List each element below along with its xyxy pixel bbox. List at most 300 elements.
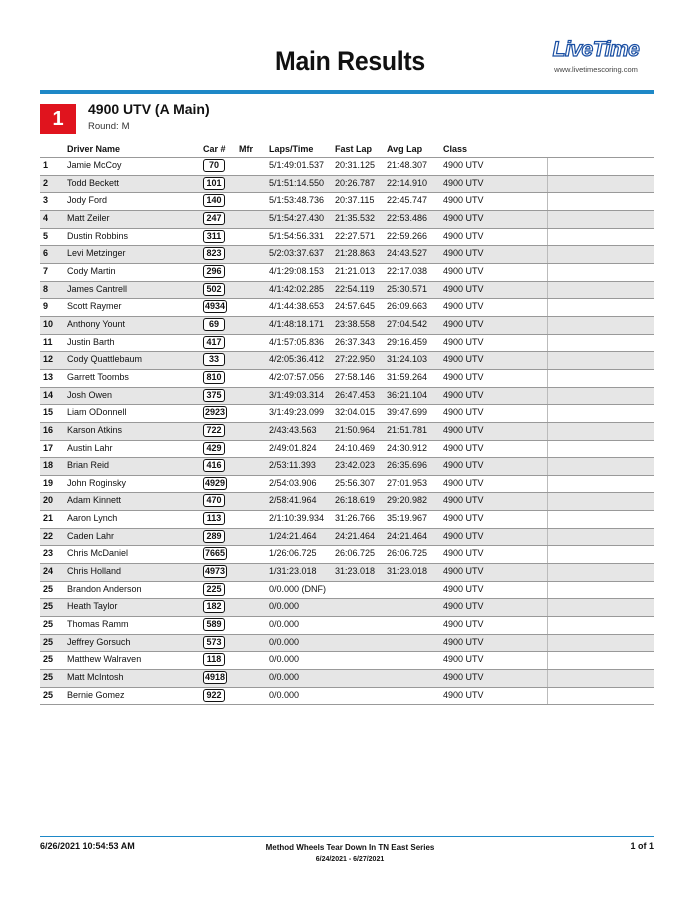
table-row <box>40 493 654 511</box>
col-mfr: Mfr <box>239 144 253 154</box>
row-laps-time: 4/2:07:57.056 <box>269 371 325 382</box>
row-laps-time: 1/24:21.464 <box>269 530 317 541</box>
row-fast-lap: 21:28.863 <box>335 248 376 259</box>
row-class: 4900 UTV <box>443 283 484 294</box>
row-avg-lap: 22:14.910 <box>387 177 428 188</box>
car-number-box: 375 <box>203 389 225 402</box>
table-row <box>40 335 654 353</box>
row-driver-name: James Cantrell <box>67 283 128 294</box>
row-class: 4900 UTV <box>443 424 484 435</box>
row-driver-name: Matt McIntosh <box>67 672 124 683</box>
row-driver-name: Brandon Anderson <box>67 583 142 594</box>
row-fast-lap: 26:37.343 <box>335 336 376 347</box>
row-laps-time: 2/53:11.393 <box>269 460 316 471</box>
row-divider <box>547 635 548 652</box>
col-driver-name: Driver Name <box>67 144 121 154</box>
round-label: Round: <box>88 121 119 132</box>
row-class: 4900 UTV <box>443 601 484 612</box>
table-row <box>40 246 654 264</box>
row-class: 4900 UTV <box>443 318 484 329</box>
row-position: 10 <box>43 318 54 329</box>
col-laps-time: Laps/Time <box>269 144 314 154</box>
car-number-box: 2923 <box>205 407 226 418</box>
row-car-number <box>203 565 227 578</box>
table-row <box>40 652 654 670</box>
logo-wordmark <box>534 38 658 62</box>
car-number-box: 470 <box>203 494 225 507</box>
row-car-number <box>203 512 225 525</box>
row-avg-lap: 25:30.571 <box>387 283 428 294</box>
row-avg-lap: 26:09.663 <box>387 301 428 312</box>
row-position: 5 <box>43 230 49 241</box>
row-class: 4900 UTV <box>443 654 484 665</box>
row-laps-time: 4/1:29:08.153 <box>269 265 325 276</box>
car-number-box: 70 <box>203 159 225 172</box>
row-driver-name: John Roginsky <box>67 477 127 488</box>
table-row <box>40 617 654 635</box>
row-fast-lap: 24:10.469 <box>335 442 376 453</box>
row-class: 4900 UTV <box>443 407 484 418</box>
row-fast-lap: 27:58.146 <box>335 371 376 382</box>
row-fast-lap: 21:50.964 <box>335 424 376 435</box>
car-number-box: 573 <box>203 636 225 649</box>
table-header <box>40 142 654 158</box>
table-row <box>40 423 654 441</box>
car-number-box: 225 <box>203 583 225 596</box>
row-class: 4900 UTV <box>443 177 484 188</box>
row-laps-time: 1/26:06.725 <box>269 548 317 559</box>
car-number-box: 140 <box>203 194 225 207</box>
row-driver-name: Cody Quattlebaum <box>67 354 143 365</box>
car-number-box: 311 <box>203 230 225 243</box>
row-fast-lap: 20:26.787 <box>335 177 376 188</box>
row-divider <box>547 352 548 369</box>
row-fast-lap: 26:47.453 <box>335 389 376 400</box>
row-fast-lap: 22:27.571 <box>335 230 376 241</box>
row-driver-name: Chris Holland <box>67 566 122 577</box>
row-divider <box>547 511 548 528</box>
row-class: 4900 UTV <box>443 160 484 170</box>
table-row <box>40 405 654 423</box>
row-laps-time: 3/1:49:03.314 <box>269 389 325 400</box>
row-avg-lap: 24:43.527 <box>387 248 428 259</box>
car-number-box: 113 <box>203 512 225 525</box>
row-driver-name: Levi Metzinger <box>67 248 126 259</box>
row-class: 4900 UTV <box>443 442 484 453</box>
row-laps-time: 5/2:03:37.637 <box>269 248 325 259</box>
car-number-box: 4929 <box>205 477 226 488</box>
table-row <box>40 529 654 547</box>
livetime-logo[interactable] <box>534 38 658 78</box>
table-row <box>40 370 654 388</box>
table-row <box>40 441 654 459</box>
row-divider <box>547 493 548 510</box>
car-number-box: 289 <box>203 530 225 543</box>
row-position: 25 <box>43 619 54 630</box>
row-position: 9 <box>43 301 49 312</box>
row-fast-lap: 22:54.119 <box>335 283 375 294</box>
car-number-box: 922 <box>203 689 225 702</box>
row-laps-time: 5/1:51:14.550 <box>269 177 325 188</box>
row-fast-lap: 23:42.023 <box>335 460 376 471</box>
table-row <box>40 193 654 211</box>
row-divider <box>547 546 548 563</box>
row-divider <box>547 335 548 352</box>
row-position: 19 <box>43 477 54 488</box>
row-driver-name: Aaron Lynch <box>67 513 118 524</box>
row-class: 4900 UTV <box>443 672 484 683</box>
row-laps-time: 0/0.000 (DNF) <box>269 583 327 594</box>
round-value: M <box>121 121 130 132</box>
row-avg-lap: 22:45.747 <box>387 195 428 206</box>
table-row <box>40 476 654 494</box>
row-fast-lap: 27:22.950 <box>335 354 376 365</box>
row-class: 4900 UTV <box>443 477 484 488</box>
car-number-box: 417 <box>203 336 225 349</box>
car-number-box: 416 <box>203 459 225 472</box>
row-avg-lap: 29:20.982 <box>387 495 428 506</box>
row-divider <box>547 229 548 246</box>
row-driver-name: Karson Atkins <box>67 424 123 435</box>
row-position: 17 <box>43 442 54 453</box>
row-divider <box>547 617 548 634</box>
table-row <box>40 158 654 176</box>
row-driver-name: Austin Lahr <box>67 442 113 453</box>
car-number-box: 7665 <box>205 548 226 559</box>
row-class: 4900 UTV <box>443 230 484 241</box>
row-avg-lap: 24:30.912 <box>387 442 428 453</box>
row-driver-name: Garrett Toombs <box>67 371 129 382</box>
car-number-box: 823 <box>203 247 225 260</box>
row-fast-lap: 32:04.015 <box>335 407 376 418</box>
row-position: 25 <box>43 654 54 665</box>
row-laps-time: 5/1:53:48.736 <box>269 195 325 206</box>
row-divider <box>547 176 548 193</box>
row-position: 6 <box>43 248 49 259</box>
row-laps-time: 2/54:03.906 <box>269 477 317 488</box>
row-class: 4900 UTV <box>443 495 484 506</box>
row-divider <box>547 299 548 316</box>
row-divider <box>547 441 548 458</box>
position-badge: 1 <box>40 104 76 134</box>
row-driver-name: Brian Reid <box>67 460 110 471</box>
row-avg-lap: 22:53.486 <box>387 212 428 223</box>
row-laps-time: 2/49:01.824 <box>269 442 317 453</box>
row-divider <box>547 264 548 281</box>
row-fast-lap: 20:37.115 <box>335 195 375 206</box>
row-driver-name: Caden Lahr <box>67 530 115 541</box>
printed-timestamp: 6/26/2021 10:54:53 AM <box>40 841 135 851</box>
row-class: 4900 UTV <box>443 354 484 365</box>
row-divider <box>547 476 548 493</box>
row-class: 4900 UTV <box>443 336 484 347</box>
row-position: 23 <box>43 548 54 559</box>
row-class: 4900 UTV <box>443 212 484 223</box>
row-driver-name: Bernie Gomez <box>67 689 125 700</box>
col-class: Class <box>443 144 468 154</box>
row-car-number <box>203 371 225 384</box>
row-car-number <box>203 177 225 190</box>
row-divider <box>547 564 548 581</box>
row-car-number <box>203 689 225 702</box>
row-avg-lap: 26:35.696 <box>387 460 428 471</box>
row-avg-lap: 31:59.264 <box>387 371 428 382</box>
row-fast-lap: 26:18.619 <box>335 495 376 506</box>
row-car-number <box>203 159 225 172</box>
row-laps-time: 2/1:10:39.934 <box>269 513 325 524</box>
row-position: 21 <box>43 513 54 524</box>
row-car-number <box>203 318 225 331</box>
row-class: 4900 UTV <box>443 619 484 630</box>
row-driver-name: Jody Ford <box>67 195 108 206</box>
table-body <box>40 158 654 705</box>
row-driver-name: Cody Martin <box>67 265 116 276</box>
row-laps-time: 5/1:49:01.537 <box>269 160 325 170</box>
results-table <box>40 142 654 705</box>
row-laps-time: 5/1:54:56.331 <box>269 230 325 241</box>
row-divider <box>547 388 548 405</box>
row-car-number <box>203 671 227 684</box>
row-divider <box>547 246 548 263</box>
table-row <box>40 388 654 406</box>
col-avg-lap: Avg Lap <box>387 144 423 154</box>
row-avg-lap: 22:59.266 <box>387 230 428 241</box>
row-class: 4900 UTV <box>443 248 484 259</box>
table-row <box>40 176 654 194</box>
car-number-box: 589 <box>203 618 225 631</box>
row-car-number <box>203 336 225 349</box>
row-driver-name: Adam Kinnett <box>67 495 122 506</box>
table-row <box>40 211 654 229</box>
row-fast-lap: 20:31.125 <box>335 160 376 170</box>
row-class: 4900 UTV <box>443 530 484 541</box>
row-class: 4900 UTV <box>443 301 484 312</box>
row-avg-lap: 21:51.781 <box>387 424 428 435</box>
row-driver-name: Jamie McCoy <box>67 160 122 170</box>
row-position: 2 <box>43 177 49 188</box>
row-position: 1 <box>43 160 49 170</box>
row-position: 14 <box>43 389 54 400</box>
row-laps-time: 0/0.000 <box>269 654 300 665</box>
row-car-number <box>203 300 227 313</box>
table-row <box>40 282 654 300</box>
row-position: 25 <box>43 672 54 683</box>
row-position: 16 <box>43 424 54 435</box>
row-driver-name: Thomas Ramm <box>67 619 129 630</box>
table-row <box>40 582 654 600</box>
row-divider <box>547 370 548 387</box>
row-laps-time: 0/0.000 <box>269 619 300 630</box>
row-position: 25 <box>43 689 54 700</box>
table-row <box>40 299 654 317</box>
row-car-number <box>203 618 225 631</box>
row-divider <box>547 317 548 334</box>
car-number-box: 118 <box>203 653 225 666</box>
row-car-number <box>203 230 225 243</box>
col-fast-lap: Fast Lap <box>335 144 373 154</box>
row-laps-time: 0/0.000 <box>269 672 300 683</box>
row-position: 25 <box>43 601 54 612</box>
row-car-number <box>203 424 225 437</box>
row-driver-name: Matt Zeiler <box>67 212 110 223</box>
header-divider <box>40 90 654 94</box>
table-row <box>40 635 654 653</box>
row-position: 22 <box>43 530 54 541</box>
table-row <box>40 670 654 688</box>
row-avg-lap: 21:48.307 <box>387 160 428 170</box>
footer-divider <box>40 836 654 837</box>
row-car-number <box>203 283 225 296</box>
table-row <box>40 317 654 335</box>
row-car-number <box>203 265 225 278</box>
row-position: 25 <box>43 636 54 647</box>
row-divider <box>547 211 548 228</box>
table-row <box>40 264 654 282</box>
row-divider <box>547 529 548 546</box>
row-position: 25 <box>43 583 54 594</box>
row-class: 4900 UTV <box>443 583 484 594</box>
row-fast-lap: 31:23.018 <box>335 566 376 577</box>
row-class: 4900 UTV <box>443 548 484 559</box>
car-number-box: 101 <box>203 177 225 190</box>
car-number-box: 247 <box>203 212 225 225</box>
row-divider <box>547 282 548 299</box>
row-fast-lap: 21:35.532 <box>335 212 376 223</box>
row-car-number <box>203 459 225 472</box>
row-divider <box>547 158 548 175</box>
row-class: 4900 UTV <box>443 371 484 382</box>
row-position: 18 <box>43 460 54 471</box>
car-number-box: 4934 <box>205 301 226 312</box>
row-divider <box>547 582 548 599</box>
row-laps-time: 4/2:05:36.412 <box>269 354 325 365</box>
row-driver-name: Justin Barth <box>67 336 115 347</box>
row-class: 4900 UTV <box>443 389 484 400</box>
row-position: 4 <box>43 212 49 223</box>
row-driver-name: Heath Taylor <box>67 601 118 612</box>
row-divider <box>547 599 548 616</box>
row-divider <box>547 688 548 705</box>
logo-url[interactable]: www.livetimescoring.com <box>554 65 638 74</box>
row-driver-name: Josh Owen <box>67 389 113 400</box>
row-laps-time: 1/31:23.018 <box>269 566 317 577</box>
row-car-number <box>203 583 225 596</box>
table-row <box>40 352 654 370</box>
car-number-box: 69 <box>203 318 225 331</box>
event-name: Method Wheels Tear Down In TN East Series <box>265 843 435 852</box>
row-position: 12 <box>43 354 54 365</box>
row-fast-lap: 31:26.766 <box>335 513 376 524</box>
row-car-number <box>203 600 225 613</box>
car-number-box: 33 <box>203 353 225 366</box>
row-laps-time: 0/0.000 <box>269 689 300 700</box>
car-number-box: 502 <box>203 283 225 296</box>
row-avg-lap: 24:21.464 <box>387 530 428 541</box>
row-car-number <box>203 477 227 490</box>
car-number-box: 4918 <box>205 672 226 683</box>
row-laps-time: 3/1:49:23.099 <box>269 407 325 418</box>
car-number-box: 4973 <box>205 566 226 577</box>
row-avg-lap: 29:16.459 <box>387 336 428 347</box>
row-position: 8 <box>43 283 49 294</box>
row-class: 4900 UTV <box>443 513 484 524</box>
row-avg-lap: 35:19.967 <box>387 513 428 524</box>
row-laps-time: 0/0.000 <box>269 601 300 612</box>
row-laps-time: 4/1:57:05.836 <box>269 336 325 347</box>
car-number-box: 182 <box>203 600 225 613</box>
row-avg-lap: 22:17.038 <box>387 265 428 276</box>
table-row <box>40 599 654 617</box>
row-driver-name: Scott Raymer <box>67 301 122 312</box>
row-car-number <box>203 212 225 225</box>
logo-wordmark-text: LiveTime <box>552 38 640 61</box>
row-class: 4900 UTV <box>443 460 484 471</box>
car-number-box: 429 <box>203 442 225 455</box>
row-divider <box>547 652 548 669</box>
row-position: 24 <box>43 566 54 577</box>
row-driver-name: Matthew Walraven <box>67 654 142 665</box>
row-divider <box>547 670 548 687</box>
row-avg-lap: 26:06.725 <box>387 548 428 559</box>
row-driver-name: Jeffrey Gorsuch <box>67 636 131 647</box>
row-laps-time: 4/1:44:38.653 <box>269 301 325 312</box>
row-avg-lap: 31:24.103 <box>387 354 428 365</box>
table-row <box>40 546 654 564</box>
row-position: 3 <box>43 195 49 206</box>
row-driver-name: Liam ODonnell <box>67 407 127 418</box>
row-fast-lap: 24:21.464 <box>335 530 376 541</box>
row-laps-time: 4/1:48:18.171 <box>269 318 325 329</box>
row-car-number <box>203 636 225 649</box>
row-car-number <box>203 247 225 260</box>
row-avg-lap: 31:23.018 <box>387 566 428 577</box>
row-fast-lap: 25:56.307 <box>335 477 376 488</box>
row-car-number <box>203 494 225 507</box>
page-title: Main Results <box>275 46 425 76</box>
row-divider <box>547 405 548 422</box>
table-row <box>40 564 654 582</box>
row-position: 13 <box>43 371 54 382</box>
row-car-number <box>203 653 225 666</box>
row-fast-lap: 23:38.558 <box>335 318 376 329</box>
row-car-number <box>203 389 225 402</box>
row-car-number <box>203 547 227 560</box>
col-car-number: Car # <box>203 144 226 154</box>
row-class: 4900 UTV <box>443 265 484 276</box>
row-avg-lap: 27:04.542 <box>387 318 428 329</box>
row-avg-lap: 27:01.953 <box>387 477 428 488</box>
row-class: 4900 UTV <box>443 195 484 206</box>
table-row <box>40 511 654 529</box>
table-row <box>40 229 654 247</box>
row-position: 20 <box>43 495 54 506</box>
row-fast-lap: 24:57.645 <box>335 301 376 312</box>
race-name: 4900 UTV (A Main) <box>88 101 210 117</box>
row-driver-name: Dustin Robbins <box>67 230 129 241</box>
car-number-box: 722 <box>203 424 225 437</box>
row-avg-lap: 39:47.699 <box>387 407 428 418</box>
row-car-number <box>203 406 227 419</box>
row-divider <box>547 423 548 440</box>
row-driver-name: Todd Beckett <box>67 177 120 188</box>
row-car-number <box>203 194 225 207</box>
row-position: 11 <box>43 336 53 347</box>
row-divider <box>547 458 548 475</box>
row-laps-time: 2/58:41.964 <box>269 495 317 506</box>
event-date-range: 6/24/2021 - 6/27/2021 <box>315 856 385 863</box>
table-row <box>40 688 654 706</box>
row-position: 15 <box>43 407 54 418</box>
